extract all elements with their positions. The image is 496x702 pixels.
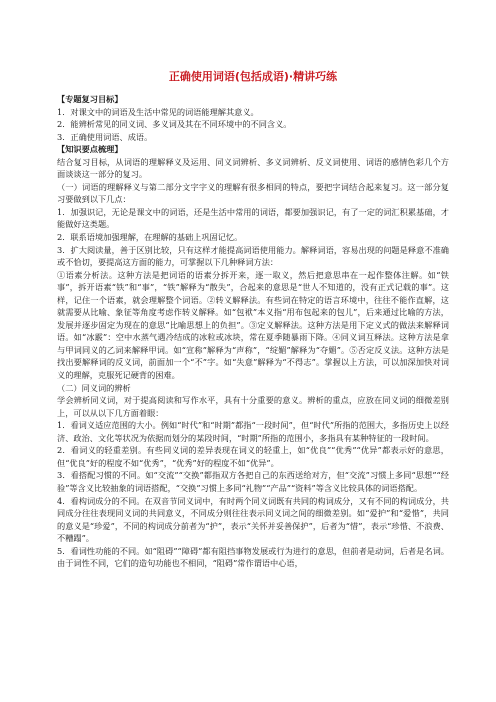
document-body — [57, 93, 449, 570]
body-paragraph: 1．对课文中的词语及生活中常见的词语能理解其意义。 — [57, 106, 259, 117]
body-paragraph: 3．看搭配习惯的不同。如“交流”“交换”都指双方各把自己的东西送给对方，但“交流”习惯上多同“思想”“经验”等含义比较抽象的词语搭配，“交换”习惯上多同“礼物”“产品”“资料”等含义比较具体的词语搭配。 — [57, 470, 449, 493]
body-paragraph: 4．看构词成分的不同。在双音节同义词中，有时两个同义词既有共同的构词成分，又有不同的构词成分，共同成分往往表现同义词的共同意义，不同成分则往往表示同义词之间的细微差别。如“爱护”和“爱惜”，共同的意义是“珍爱”，不同的构词成分前者为“护”，表示“关怀并妥善保护”，后者为“惜”，表示“珍惜、不浪费、不糟蹋”。 — [57, 495, 449, 544]
body-paragraph: 1．看词义适应范围的大小。例如“时代”和“时期”都指“一段时间”，但“时代”所指的范围大，多指历史上以经济、政治、文化等状况为依据而划分的某段时间，“时期”所指的范围小，多指具有某种特征的一段时间。 — [57, 420, 449, 443]
document-title: 正确使用词语(包括成语)·精讲巧练 — [168, 70, 338, 83]
body-paragraph: 2．联系语境加强理解，在理解的基础上巩固记忆。 — [57, 232, 243, 243]
body-paragraph: 5．看词性功能的不同。如“阻碍”“障碍”都有阻挡事物发展或行为进行的意思，但前者是动词，后者是名词。由于词性不同，它们的造句功能也不相同，“阻碍”常作谓语中心语， — [57, 545, 449, 569]
body-paragraph: （一）词语的理解释义与第二部分文字字义的理解有很多相同的特点，要把字词结合起来复习。这一部分复习要做到以下几点： — [57, 181, 449, 205]
section-heading: 【知识要点梳理】 — [57, 144, 123, 155]
body-paragraph: 1．加强识记，无论是课文中的词语，还是生活中常用的词语，都要加强识记，有了一定的词汇积累基础，才能做好这类题。 — [57, 206, 449, 230]
body-paragraph: ①语素分析法。这种方法是把词语的语素分拆开来，逐一取义，然后把意思串在一起作整体注解。如“铁事”，拆开语素“铁”和“事”，“铁”解释为“散失”，合起来的意思是“世人不知道的，没有正式记载的事”。这样，记住一个语素，就会理解整个词语。②转义解释法。有些词在特定的语言环境中，往往不能作直解，这就需要从比喻、象征等角度考虑作转义解释。如“包袱”本义指“用布包起来的包儿”，后来通过比喻的方法，发展并逐步固定为现在的意思“比喻思想上的负担”。③定义解释法。这种方法是用下定义式的做法来解释词语。如“冰霰”：空中水蒸气遇冷结成的冰粒或冰块，常在夏季随暴雨下降。④同义词互释法。这种方法是拿与甲词同义的乙词来解释甲词。如“宣称”解释为“声称”，“绽媚”解释为“夺媚”。⑤否定反义法。这种方法是找出要解释词的反义词，前面加一个“不”字。如“失意”解释为“不得志”。掌握以上方法，可以加深加快对词义的理解，克服死记硬背的困难。 — [57, 269, 449, 381]
body-paragraph: 3．正确使用词语、成语。 — [57, 131, 153, 142]
body-paragraph: （二）同义词的辨析 — [57, 382, 131, 393]
body-paragraph: 学会辨析同义词，对于提高阅读和写作水平，具有十分重要的意义。辨析的重点，应放在同义词的细微差别上，可以从以下几方面着眼： — [57, 395, 449, 418]
body-paragraph: 2．能辨析常见的同义词、多义词及其在不同环境中的不同含义。 — [57, 119, 292, 130]
body-paragraph: 结合复习目标，从词语的理解释义及运用、同义词辨析、多义词辨析、反义词使用、词语的感情色彩几个方面谈谈这一部分的复习。 — [57, 156, 449, 180]
body-paragraph: 2．看词义的轻重差别。有些同义词的差异表现在词义的轻重上，如“优良”“优秀”“优异”都表示好的意思，但“优良”好的程度不如“优秀”，“优秀”好的程度不如“优异”。 — [57, 445, 449, 468]
body-paragraph: 3．扩大阅读量，善于区别比较，只有这样才能提高词语使用能力。解释词语，容易出现的问题是释意不准确或不恰切，要提高这方面的能力，可掌握以下几种释词方法： — [57, 244, 449, 268]
section-heading: 【专题复习目标】 — [57, 94, 123, 104]
